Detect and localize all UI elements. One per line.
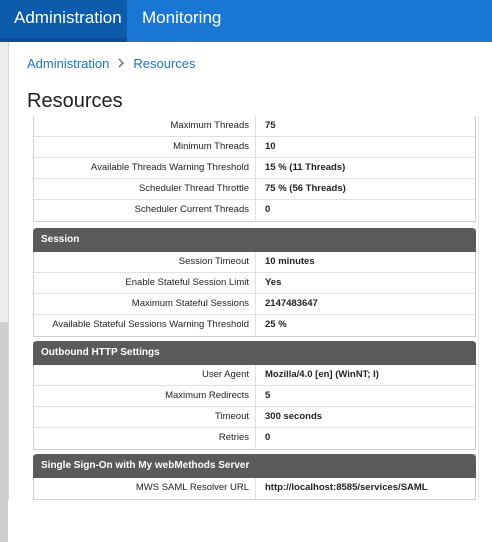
setting-value: 75 % (56 Threads) [265,183,346,194]
setting-value: 2147483647 [265,298,318,309]
setting-label: MWS SAML Resolver URL [34,478,256,499]
tab-administration[interactable]: Administration [0,0,127,42]
section-header-outbound-http: Outbound HTTP Settings [33,341,476,365]
section-header-single-sign-on: Single Sign-On with My webMethods Server [33,454,476,478]
setting-label: Available Threads Warning Threshold [34,158,256,178]
setting-value: 0 [265,432,271,443]
setting-label: Session Timeout [34,252,256,272]
setting-label: Enable Stateful Session Limit [34,273,256,293]
setting-value: 300 seconds [265,411,323,422]
setting-value: 5 [265,390,271,401]
setting-value: 10 [265,141,276,152]
setting-label: Maximum Redirects [34,386,256,406]
setting-value: 15 % (11 Threads) [265,162,346,173]
outbound-http-panel [33,341,476,450]
table-row [34,252,475,273]
chevron-right-icon [117,56,125,71]
setting-label: Scheduler Current Threads [34,200,256,221]
divider [478,116,479,500]
setting-value: http://localhost:8585/services/SAML [265,482,428,493]
setting-label: Retries [34,428,256,449]
table-row [34,179,475,200]
table-row [34,365,475,386]
section-header-session: Session [33,228,476,252]
table-row [34,478,475,499]
threads-settings-panel [33,116,476,222]
table-row [34,200,475,221]
setting-value: Yes [265,277,282,288]
setting-label: Timeout [34,407,256,427]
table-row [34,428,475,449]
breadcrumb [27,56,196,71]
table-row [34,386,475,407]
table-row [34,158,475,179]
table-row [34,315,475,336]
table-row [34,137,475,158]
setting-value: 0 [265,204,271,215]
breadcrumb-link-administration[interactable]: Administration [27,56,110,71]
table-row [34,273,475,294]
top-navigation [0,0,492,42]
setting-label: Minimum Threads [34,137,256,157]
left-scroll-track[interactable] [0,42,8,500]
session-panel [33,228,476,337]
setting-value: Mozilla/4.0 [en] (WinNT; I) [265,369,379,380]
setting-value: 10 minutes [265,256,315,267]
setting-value: 25 % [265,319,287,330]
left-scroll-thumb[interactable] [0,322,8,542]
setting-label: Scheduler Thread Throttle [34,179,256,199]
table-row [34,407,475,428]
table-row [34,294,475,315]
setting-label: Maximum Stateful Sessions [34,294,256,314]
setting-label: Available Stateful Sessions Warning Threshold [34,315,256,336]
single-sign-on-panel [33,454,476,500]
page-title: Resources [27,90,123,112]
tab-monitoring[interactable]: Monitoring [142,8,222,27]
table-row [34,116,475,137]
setting-value: 75 [265,120,276,131]
setting-label: Maximum Threads [34,116,256,136]
divider [8,42,9,500]
breadcrumb-link-resources[interactable]: Resources [133,56,196,71]
setting-label: User Agent [34,365,256,385]
